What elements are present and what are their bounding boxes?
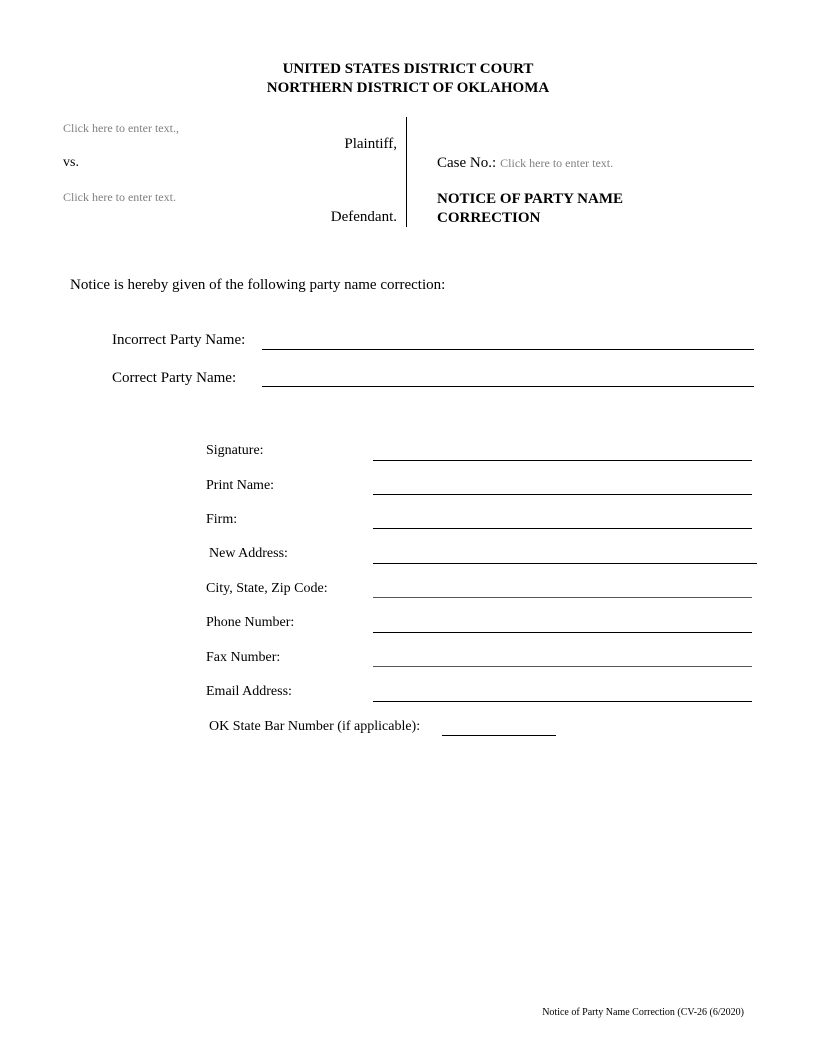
print-name-field[interactable] [373, 494, 752, 495]
correct-party-label: Correct Party Name: [112, 370, 237, 386]
case-no-label: Case No.: [437, 155, 497, 171]
vs-label: vs. [63, 155, 79, 170]
city-state-zip-field[interactable] [373, 597, 752, 598]
phone-number-label: Phone Number: [206, 615, 295, 630]
email-address-label: Email Address: [206, 684, 292, 699]
email-address-field[interactable] [373, 701, 752, 702]
signature-field[interactable] [373, 460, 752, 461]
bar-number-label: OK State Bar Number (if applicable): [209, 719, 421, 734]
case-no-placeholder[interactable]: Click here to enter text. [500, 156, 614, 170]
plaintiff-field[interactable] [63, 119, 179, 137]
firm-label: Firm: [206, 512, 238, 527]
defendant-placeholder[interactable]: Click here to enter text. [63, 190, 176, 204]
defendant-label: Defendant. [330, 209, 397, 225]
fax-number-field[interactable] [373, 666, 752, 667]
incorrect-party-label: Incorrect Party Name: [112, 332, 246, 348]
phone-number-field[interactable] [373, 632, 752, 633]
document-title-line1: NOTICE OF PARTY NAME [437, 191, 623, 207]
court-name: UNITED STATES DISTRICT COURT [282, 61, 534, 77]
case-number-row [437, 154, 613, 172]
document-title [437, 190, 623, 228]
new-address-field[interactable] [373, 563, 757, 564]
plaintiff-comma: , [175, 121, 179, 135]
incorrect-party-field[interactable] [262, 349, 754, 350]
court-district: NORTHERN DISTRICT OF OKLAHOMA [266, 80, 550, 96]
plaintiff-placeholder[interactable]: Click here to enter text. [63, 121, 176, 135]
bar-number-field[interactable] [442, 735, 556, 736]
new-address-label: New Address: [209, 546, 288, 561]
firm-field[interactable] [373, 528, 752, 529]
caption-divider [406, 117, 407, 227]
document-title-line2: CORRECTION [437, 210, 541, 226]
plaintiff-label: Plaintiff, [344, 136, 397, 152]
signature-label: Signature: [206, 443, 264, 458]
notice-text: Notice is hereby given of the following party name correction: [70, 277, 446, 293]
fax-number-label: Fax Number: [206, 650, 281, 665]
city-state-zip-label: City, State, Zip Code: [206, 581, 328, 596]
correct-party-field[interactable] [262, 386, 754, 387]
form-footer: Notice of Party Name Correction (CV-26 (6/2020) [542, 1007, 744, 1018]
print-name-label: Print Name: [206, 478, 275, 493]
